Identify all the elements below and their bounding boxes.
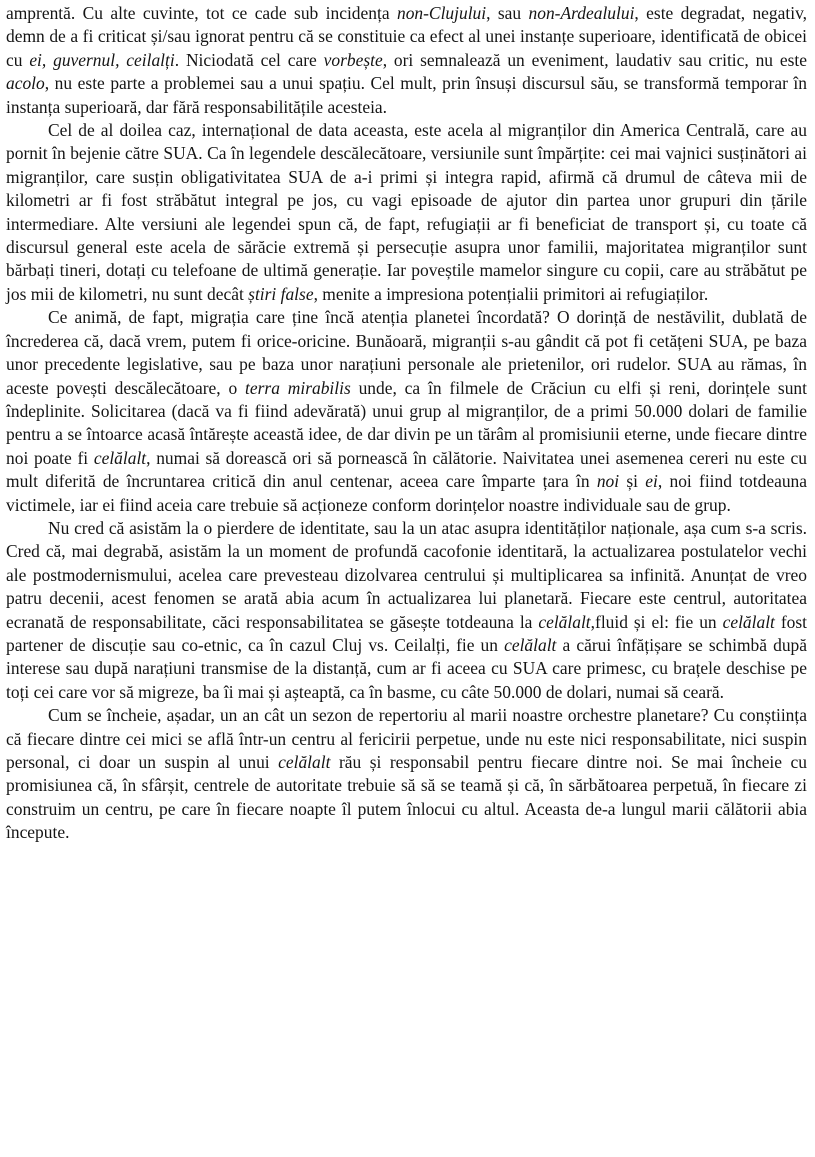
italic-text: celălalt [504, 634, 557, 655]
italic-text: terra mirabilis [245, 377, 351, 398]
text-run: Cel de al doilea caz, internațional de data aceasta, este acela al migranților din America Centrală, care au pornit în bejenie către SUA. Ca în legendele descălecătoare, versiunile sunt împărțite: cei mai vajnici susținători ai migranților, care susțin obligativitatea SUA de a-i primi și integra rapid, afirmă că drumul de câteva mii de kilometri ar fi fost străbătut integral pe jos, cu vagi episoade de ajutor din partea unor grupuri din țările intermediare. Alte versiuni ale legendei spun că, de fapt, refugiații ar fi beneficiat de transport și, cu toate că discursul general este acela de sărăcie extremă și persecuție asupra unor familii, majoritatea migranților sunt bărbați tineri, dotați cu telefoane de ultimă generație. Iar poveștile mamelor singure cu copii, care au străbătut pe jos mii de kilometri, nu sunt decât [6, 120, 807, 304]
text-run: , noi fiind totdeauna victimele, iar ei fiind aceia care trebuie să acționeze conform dorințelor noastre individuale sau de grup. [6, 471, 807, 515]
italic-text: non-Clujului [396, 3, 487, 23]
text-run: a cărui înfățișare se schimbă după interese sau după narațiuni transmise de la distanță, cum ar fi aceea cu SUA care primesc, cu brațele deschise pe toți cei care vor să migreze, ba îi mai și așteaptă, ca în basme, cu câte 50.000 de dolari, numai să ceară. [6, 634, 807, 702]
text-run: și [619, 471, 646, 492]
italic-text: celălalt [278, 752, 331, 772]
text-run: , sau [486, 3, 529, 23]
italic-text: ei, guvernul, ceilalți [29, 49, 175, 70]
body-paragraph [6, 119, 807, 306]
text-run: fost partener de discuție sau co-etnic, ca în cazul Cluj vs. Ceilalți, fie un [6, 611, 807, 655]
text-run: Cum se încheie, așadar, un an cât un sezon de repertoriu al marii noastre orchestre planetare? Cu conștiința că fiecare dintre cei mici se află într-un centru al fericirii perpetue, unde nu este nici responsabilitate, nici suspin personal, ci doar un suspin al unui [6, 705, 807, 772]
italic-text: știri false [248, 283, 314, 304]
text-run: , menite a impresiona potențialii primitori ai refugiaților. [313, 283, 709, 304]
italic-text: acolo [6, 73, 45, 94]
italic-text: ei [645, 471, 658, 492]
body-paragraph [6, 704, 807, 844]
italic-text: celălalt [538, 611, 591, 632]
body-paragraph [6, 517, 807, 704]
text-run: ,fluid și el: fie un [590, 611, 723, 632]
italic-text: celălalt [93, 447, 147, 468]
text-run: , numai să dorească ori să pornească în călătorie. Naivitatea unei asemenea cereri nu este cu mult diferită de încruntarea critică din anul centenar, aceea care împarte țara în [6, 447, 807, 492]
text-run: Ce animă, de fapt, migrația care ține încă atenția planetei încordată? O dorință de nestăvilit, dublată de încrederea că, dacă vrem, putem fi orice-oricine. Bunăoară, migranții s-au gândit că pot fi cetățeni SUA, pe baza unor precedente legislative, sau pe baza unor narațiuni personale ale prietenilor, ori rudelor. SUA au rămas, în aceste povești descălecătoare, o [6, 307, 807, 398]
text-run: amprentă. Cu alte cuvinte, tot ce cade sub incidența [6, 3, 397, 23]
italic-text: noi [596, 471, 620, 492]
body-paragraph [6, 2, 807, 119]
text-run: rău și responsabil pentru fiecare dintre noi. Se mai încheie cu promisiunea că, în sfârșit, centrele de autoritate trebuie să să se teamă și că, în sărbătoarea perpetuă, în fiecare zi construim un centru, pe care în fiecare noapte îl putem înlocui cu altul. Aceasta de-a lungul marii călătorii abia începute. [6, 752, 807, 843]
text-run: , ori semnalează un eveniment, laudativ sau critic, nu este [382, 49, 807, 70]
text-run: . Niciodată cel care [174, 49, 324, 70]
text-run: Nu cred că asistăm la o pierdere de identitate, sau la un atac asupra identităților naționale, așa cum s-a scris. Cred că, mai degrabă, asistăm la un moment de profundă cacofonie identitară, la actualizarea postulatelor vechi ale postmodernismului, acelea care prevesteau dizolvarea centrului și multiplicarea sa infinită. Anunțat de vreo patru decenii, acest fenomen se arată abia acum în actualizarea lui planetară. Fiecare este centrul, autoritatea ecranată de responsabilitate, căci responsabilitatea se găsește totdeauna la [6, 517, 807, 632]
italic-text: non-Ardealului [528, 3, 635, 23]
text-run: , este degradat, negativ, demn de a fi criticat și/sau ignorat pentru că se constituie ca efect al unei instanțe superioare, identificată de obicei cu [6, 3, 808, 70]
body-paragraph [6, 306, 807, 517]
text-run: , nu este parte a problemei sau a unui spațiu. Cel mult, prin însuși discursul său, se transformă temporar în instanța superioară, dar fără responsabilitățile acesteia. [6, 73, 807, 117]
italic-text: celălalt [722, 611, 775, 632]
text-run: unde, ca în filmele de Crăciun cu elfi și reni, dorințele sunt îndeplinite. Solicitarea (dacă va fi fiind adevărată) unui grup al migranților, de a primi 50.000 dolari de familie pentru a se întoarce acasă întărește această idee, de dar divin pe un tărâm al promisiunii eterne, unde fiecare dintre noi poate fi [6, 377, 807, 468]
italic-text: vorbește [323, 49, 383, 70]
